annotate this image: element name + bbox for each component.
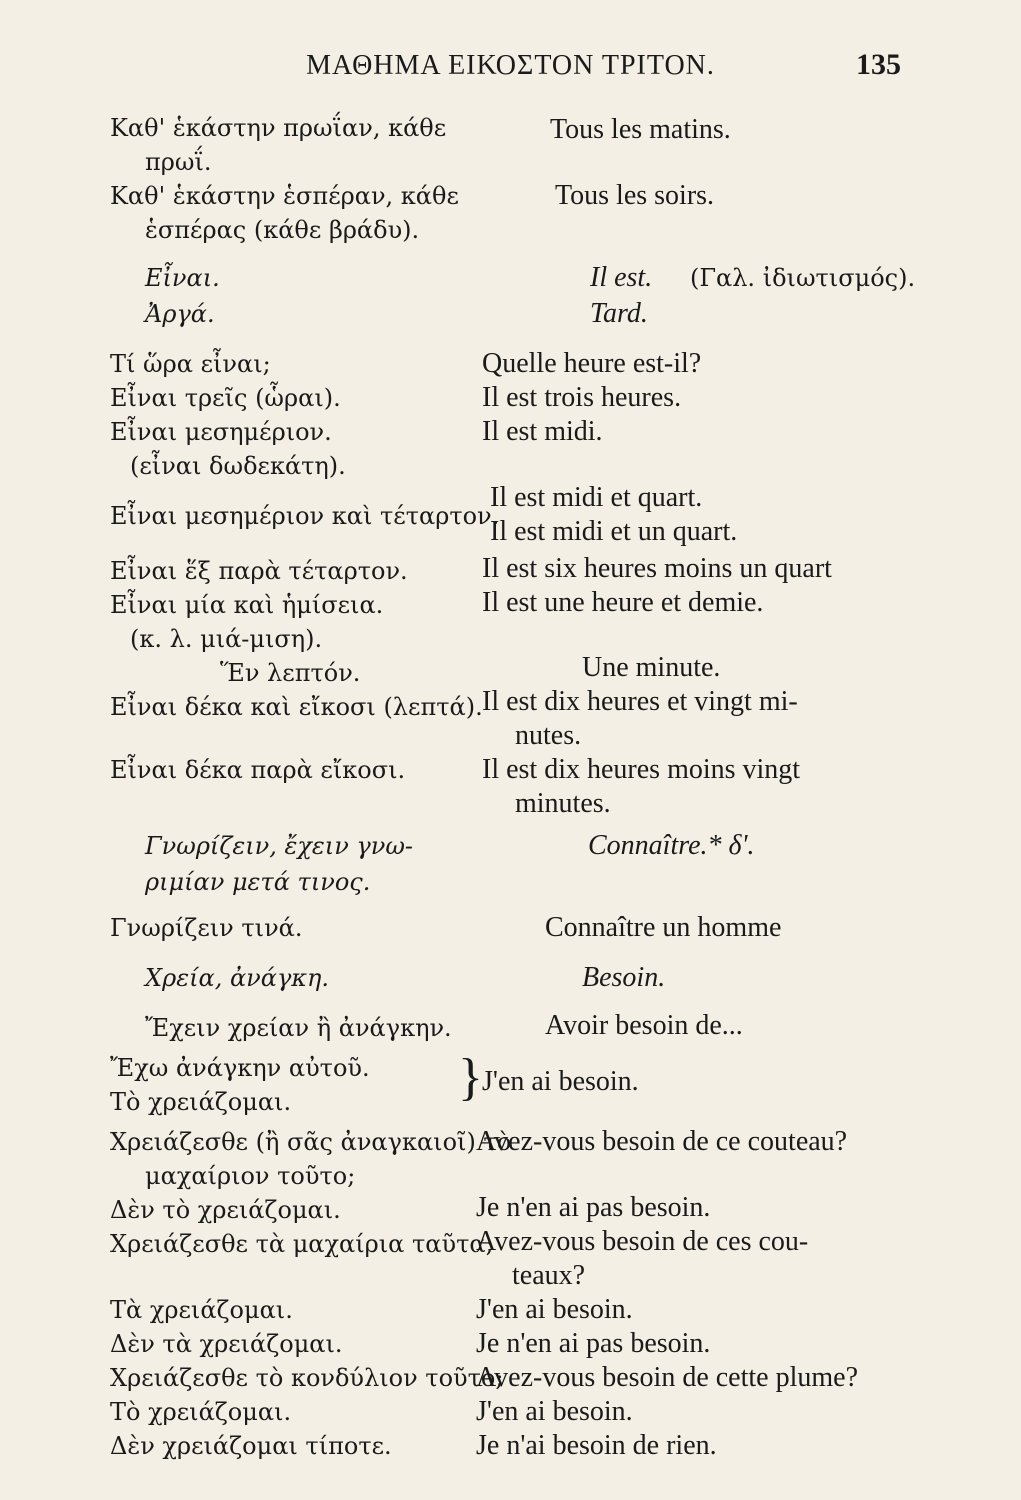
greek-line: Εἶναι δέκα παρὰ εἴκοσι. bbox=[110, 756, 406, 784]
greek-line: Δὲν τὸ χρειάζομαι. bbox=[110, 1196, 341, 1224]
greek-line: Τὸ χρειάζομαι. bbox=[110, 1088, 292, 1116]
greek-term: Ἀργά. bbox=[145, 300, 215, 328]
french-line: Tous les matins. bbox=[550, 114, 731, 145]
french-line: J'en ai besoin. bbox=[482, 1066, 639, 1097]
french-line: Une minute. bbox=[582, 652, 721, 683]
greek-line: Τὰ χρειάζομαι. bbox=[110, 1296, 293, 1324]
french-line: teaux? bbox=[512, 1260, 586, 1291]
greek-line: Ἔχειν χρείαν ἢ ἀνάγκην. bbox=[145, 1014, 452, 1042]
french-line: Il est dix heures et vingt mi- bbox=[482, 686, 798, 717]
greek-line: Χρειάζεσθε τὰ μαχαίρια ταῦτα; bbox=[110, 1230, 494, 1258]
french-line: Il est midi. bbox=[482, 416, 603, 447]
greek-line: ἑσπέρας (κάθε βράδυ). bbox=[145, 216, 420, 244]
greek-line: Δὲν χρειάζομαι τίποτε. bbox=[110, 1432, 392, 1460]
greek-line: Ἕν λεπτόν. bbox=[220, 659, 361, 687]
greek-line: Εἶναι μία καὶ ἡμίσεια. bbox=[110, 591, 384, 619]
greek-line: Γνωρίζειν τινά. bbox=[110, 914, 303, 942]
french-line: Je n'en ai pas besoin. bbox=[476, 1328, 711, 1359]
greek-line: (εἶναι δωδεκάτη). bbox=[130, 452, 346, 480]
greek-line: Εἶναι μεσημέριον καὶ τέταρτον. bbox=[110, 502, 500, 530]
french-term: Besoin. bbox=[582, 962, 666, 993]
french-term: Connaître.* δ'. bbox=[588, 830, 755, 861]
greek-line: μαχαίριον τοῦτο; bbox=[145, 1162, 356, 1190]
greek-line: Δὲν τὰ χρειάζομαι. bbox=[110, 1330, 343, 1358]
brace-symbol: } bbox=[458, 1049, 483, 1106]
french-line: J'en ai besoin. bbox=[476, 1294, 633, 1325]
french-line: Je n'ai besoin de rien. bbox=[476, 1430, 717, 1461]
french-line: Avez-vous besoin de cette plume? bbox=[476, 1362, 859, 1393]
french-line: Il est une heure et demie. bbox=[482, 587, 764, 618]
french-line: Il est six heures moins un quart bbox=[482, 553, 832, 584]
greek-term: Γνωρίζειν, ἔχειν γνω- bbox=[145, 832, 414, 860]
french-line: Il est midi et quart. bbox=[490, 482, 703, 513]
greek-line: Εἶναι τρεῖς (ὧραι). bbox=[110, 384, 341, 412]
running-header: ΜΑΘΗΜΑ ΕΙΚΟΣΤΟΝ ΤΡΙΤΟΝ. bbox=[306, 50, 715, 81]
french-line: Connaître un homme bbox=[545, 912, 782, 943]
french-line: Il est dix heures moins vingt bbox=[482, 754, 801, 785]
greek-term: Χρεία, ἀνάγκη. bbox=[145, 964, 330, 992]
french-term: Tard. bbox=[590, 298, 648, 329]
page-number: 135 bbox=[856, 48, 901, 81]
greek-line: Χρειάζεσθε (ἢ σᾶς ἀναγκαιοῖ) τὸ bbox=[110, 1128, 512, 1156]
greek-line: πρωΐ. bbox=[145, 148, 212, 176]
french-line: Avez-vous besoin de ce couteau? bbox=[476, 1126, 848, 1157]
french-line: Quelle heure est-il? bbox=[482, 348, 702, 379]
french-line: Avoir besoin de... bbox=[545, 1010, 743, 1041]
greek-line: Εἶναι δέκα καὶ εἴκοσι (λεπτά). bbox=[110, 693, 483, 721]
greek-line: Εἶναι μεσημέριον. bbox=[110, 418, 332, 446]
greek-term: ριμίαν μετά τινος. bbox=[145, 868, 371, 896]
greek-line: Καθ' ἑκάστην ἑσπέραν, κάθε bbox=[110, 182, 459, 210]
french-term: Il est. bbox=[590, 262, 653, 293]
greek-line: Τὸ χρειάζομαι. bbox=[110, 1398, 292, 1426]
french-line: Je n'en ai pas besoin. bbox=[476, 1192, 711, 1223]
french-line: minutes. bbox=[515, 788, 611, 819]
greek-line: Ἔχω ἀνάγκην αὐτοῦ. bbox=[110, 1054, 370, 1082]
french-line: Avez-vous besoin de ces cou- bbox=[476, 1226, 809, 1257]
french-line: J'en ai besoin. bbox=[476, 1396, 633, 1427]
french-line: Tous les soirs. bbox=[555, 180, 715, 211]
greek-line: Χρειάζεσθε τὸ κονδύλιον τοῦτο; bbox=[110, 1364, 504, 1392]
greek-line: Καθ' ἑκάστην πρωΐαν, κάθε bbox=[110, 114, 447, 142]
greek-line: Εἶναι ἕξ παρὰ τέταρτον. bbox=[110, 557, 408, 585]
note-gallicism: (Γαλ. ἰδιωτισμός). bbox=[690, 264, 916, 292]
greek-term: Εἶναι. bbox=[145, 264, 220, 292]
french-line: Il est midi et un quart. bbox=[490, 516, 738, 547]
greek-line: Τί ὥρα εἶναι; bbox=[110, 350, 271, 378]
greek-line: (κ. λ. μιά-μιση). bbox=[130, 625, 323, 653]
french-line: Il est trois heures. bbox=[482, 382, 682, 413]
french-line: nutes. bbox=[515, 720, 582, 751]
